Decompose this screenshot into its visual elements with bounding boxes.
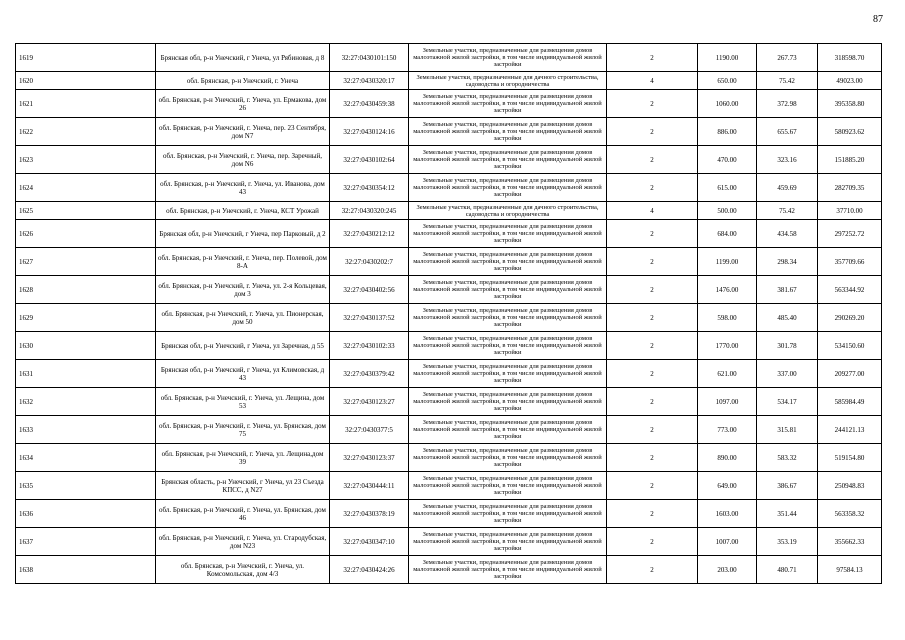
group-cell: 2 <box>607 332 698 360</box>
table-row <box>16 90 882 118</box>
group-cell: 2 <box>607 472 698 500</box>
address-cell: обл. Брянская, р-н Унечский, г. Унеча, пер. Заречный, дом N6 <box>156 146 330 174</box>
table-row <box>16 472 882 500</box>
address-cell: обл. Брянская, р-н Унечский, г. Унеча, ул. Брянская, дом 75 <box>156 416 330 444</box>
page-number: 87 <box>873 14 883 25</box>
cadastral-number-cell: 32:27:0430320:17 <box>330 72 409 90</box>
cadastral-value-cell: 97584.13 <box>818 556 882 584</box>
table-row <box>16 528 882 556</box>
address-cell: Брянская обл, р-н Унечский, г Унеча, ул Заречная, д 55 <box>156 332 330 360</box>
row-number-cell: 1623 <box>16 146 156 174</box>
area-cell: 203.00 <box>698 556 757 584</box>
specific-value-cell: 372.98 <box>757 90 818 118</box>
land-use-cell: Земельные участки, предназначенные для размещения домов малоэтажной жилой застройки, в том числе индивидуальной жилой застройки <box>409 444 607 472</box>
table-row <box>16 220 882 248</box>
land-use-cell: Земельные участки, предназначенные для размещения домов малоэтажной жилой застройки, в том числе индивидуальной жилой застройки <box>409 500 607 528</box>
cadastral-number-cell: 32:27:0430320:245 <box>330 202 409 220</box>
cadastral-value-cell: 151885.20 <box>818 146 882 174</box>
address-cell: обл. Брянская, р-н Унечский, г. Унеча, ул. Стародубская, дом N23 <box>156 528 330 556</box>
address-cell: обл. Брянская, р-н Унечский, г. Унеча, пер. Полевой, дом 8-А <box>156 248 330 276</box>
cadastral-number-cell: 32:27:0430424:26 <box>330 556 409 584</box>
table-body <box>16 44 882 584</box>
land-use-cell: Земельные участки, предназначенные для размещения домов малоэтажной жилой застройки, в том числе индивидуальной жилой застройки <box>409 248 607 276</box>
table-row <box>16 248 882 276</box>
address-cell: обл. Брянская, р-н Унечский, г. Унеча, КСТ Урожай <box>156 202 330 220</box>
land-use-cell: Земельные участки, предназначенные для размещения домов малоэтажной жилой застройки, в том числе индивидуальной жилой застройки <box>409 220 607 248</box>
row-number-cell: 1629 <box>16 304 156 332</box>
row-number-cell: 1624 <box>16 174 156 202</box>
cadastral-number-cell: 32:27:0430202:7 <box>330 248 409 276</box>
cadastral-number-cell: 32:27:0430402:56 <box>330 276 409 304</box>
area-cell: 1476.00 <box>698 276 757 304</box>
cadastral-value-cell: 290269.20 <box>818 304 882 332</box>
cadastral-value-table <box>15 43 882 584</box>
land-use-cell: Земельные участки, предназначенные для размещения домов малоэтажной жилой застройки, в том числе индивидуальной жилой застройки <box>409 556 607 584</box>
area-cell: 470.00 <box>698 146 757 174</box>
cadastral-number-cell: 32:27:0430137:52 <box>330 304 409 332</box>
specific-value-cell: 480.71 <box>757 556 818 584</box>
table-row <box>16 304 882 332</box>
area-cell: 615.00 <box>698 174 757 202</box>
cadastral-value-cell: 318598.70 <box>818 44 882 72</box>
land-use-cell: Земельные участки, предназначенные для размещения домов малоэтажной жилой застройки, в том числе индивидуальной жилой застройки <box>409 118 607 146</box>
area-cell: 1007.00 <box>698 528 757 556</box>
address-cell: обл. Брянская, р-н Унечский, г. Унеча <box>156 72 330 90</box>
land-use-cell: Земельные участки, предназначенные для размещения домов малоэтажной жилой застройки, в том числе индивидуальной жилой застройки <box>409 472 607 500</box>
area-cell: 886.00 <box>698 118 757 146</box>
area-cell: 684.00 <box>698 220 757 248</box>
specific-value-cell: 267.73 <box>757 44 818 72</box>
cadastral-number-cell: 32:27:0430459:38 <box>330 90 409 118</box>
cadastral-number-cell: 32:27:0430123:37 <box>330 444 409 472</box>
cadastral-number-cell: 32:27:0430101:150 <box>330 44 409 72</box>
address-cell: Брянская обл, р-н Унечский, г Унеча, пер Парковый, д 2 <box>156 220 330 248</box>
land-use-cell: Земельные участки, предназначенные для размещения домов малоэтажной жилой застройки, в том числе индивидуальной жилой застройки <box>409 44 607 72</box>
area-cell: 1770.00 <box>698 332 757 360</box>
area-cell: 1199.00 <box>698 248 757 276</box>
row-number-cell: 1631 <box>16 360 156 388</box>
row-number-cell: 1625 <box>16 202 156 220</box>
table-row <box>16 174 882 202</box>
table-row <box>16 276 882 304</box>
cadastral-number-cell: 32:27:0430378:19 <box>330 500 409 528</box>
group-cell: 2 <box>607 118 698 146</box>
group-cell: 2 <box>607 220 698 248</box>
address-cell: обл. Брянская, р-н Унечский, г. Унеча, ул. 2-я Кольцевая, дом 3 <box>156 276 330 304</box>
cadastral-value-cell: 297252.72 <box>818 220 882 248</box>
land-use-cell: Земельные участки, предназначенные для размещения домов малоэтажной жилой застройки, в том числе индивидуальной жилой застройки <box>409 276 607 304</box>
land-use-cell: Земельные участки, предназначенные для размещения домов малоэтажной жилой застройки, в том числе индивидуальной жилой застройки <box>409 90 607 118</box>
group-cell: 2 <box>607 90 698 118</box>
area-cell: 1060.00 <box>698 90 757 118</box>
group-cell: 2 <box>607 388 698 416</box>
table-row <box>16 388 882 416</box>
row-number-cell: 1633 <box>16 416 156 444</box>
specific-value-cell: 337.00 <box>757 360 818 388</box>
specific-value-cell: 323.16 <box>757 146 818 174</box>
land-use-cell: Земельные участки, предназначенные для размещения домов малоэтажной жилой застройки, в том числе индивидуальной жилой застройки <box>409 388 607 416</box>
land-use-cell: Земельные участки, предназначенные для размещения домов малоэтажной жилой застройки, в том числе индивидуальной жилой застройки <box>409 332 607 360</box>
table-row <box>16 360 882 388</box>
specific-value-cell: 75.42 <box>757 72 818 90</box>
land-use-cell: Земельные участки, предназначенные для размещения домов малоэтажной жилой застройки, в том числе индивидуальной жилой застройки <box>409 360 607 388</box>
cadastral-value-cell: 585984.49 <box>818 388 882 416</box>
group-cell: 2 <box>607 360 698 388</box>
group-cell: 2 <box>607 556 698 584</box>
table-row <box>16 72 882 90</box>
cadastral-number-cell: 32:27:0430102:64 <box>330 146 409 174</box>
specific-value-cell: 534.17 <box>757 388 818 416</box>
table-row <box>16 202 882 220</box>
area-cell: 1097.00 <box>698 388 757 416</box>
row-number-cell: 1635 <box>16 472 156 500</box>
specific-value-cell: 386.67 <box>757 472 818 500</box>
address-cell: Брянская область, р-н Унечский, г Унеча, ул 23 Съезда КПСС, д N27 <box>156 472 330 500</box>
cadastral-number-cell: 32:27:0430212:12 <box>330 220 409 248</box>
table-row <box>16 444 882 472</box>
row-number-cell: 1626 <box>16 220 156 248</box>
row-number-cell: 1630 <box>16 332 156 360</box>
group-cell: 2 <box>607 248 698 276</box>
table-row <box>16 556 882 584</box>
cadastral-value-cell: 580923.62 <box>818 118 882 146</box>
area-cell: 773.00 <box>698 416 757 444</box>
area-cell: 621.00 <box>698 360 757 388</box>
cadastral-number-cell: 32:27:0430347:10 <box>330 528 409 556</box>
specific-value-cell: 434.58 <box>757 220 818 248</box>
group-cell: 2 <box>607 304 698 332</box>
cadastral-value-cell: 357709.66 <box>818 248 882 276</box>
address-cell: Брянская обл, р-н Унечский, г Унеча, ул Рябиновая, д 8 <box>156 44 330 72</box>
area-cell: 650.00 <box>698 72 757 90</box>
cadastral-value-cell: 563358.32 <box>818 500 882 528</box>
table-row <box>16 332 882 360</box>
specific-value-cell: 301.78 <box>757 332 818 360</box>
specific-value-cell: 353.19 <box>757 528 818 556</box>
specific-value-cell: 351.44 <box>757 500 818 528</box>
cadastral-number-cell: 32:27:0430102:33 <box>330 332 409 360</box>
specific-value-cell: 75.42 <box>757 202 818 220</box>
row-number-cell: 1628 <box>16 276 156 304</box>
group-cell: 2 <box>607 276 698 304</box>
address-cell: обл. Брянская, р-н Унечский, г. Унеча, ул. Брянская, дом 46 <box>156 500 330 528</box>
group-cell: 2 <box>607 146 698 174</box>
group-cell: 4 <box>607 72 698 90</box>
address-cell: Брянская обл, р-н Унечский, г Унеча, ул Климовская, д 43 <box>156 360 330 388</box>
cadastral-value-cell: 49023.00 <box>818 72 882 90</box>
group-cell: 4 <box>607 202 698 220</box>
area-cell: 1190.00 <box>698 44 757 72</box>
area-cell: 1603.00 <box>698 500 757 528</box>
land-use-cell: Земельные участки, предназначенные для размещения домов малоэтажной жилой застройки, в том числе индивидуальной жилой застройки <box>409 146 607 174</box>
row-number-cell: 1619 <box>16 44 156 72</box>
group-cell: 2 <box>607 500 698 528</box>
row-number-cell: 1636 <box>16 500 156 528</box>
specific-value-cell: 459.69 <box>757 174 818 202</box>
address-cell: обл. Брянская, р-н Унечский, г. Унеча, ул. Ермакова, дом 26 <box>156 90 330 118</box>
row-number-cell: 1620 <box>16 72 156 90</box>
row-number-cell: 1627 <box>16 248 156 276</box>
area-cell: 500.00 <box>698 202 757 220</box>
address-cell: обл. Брянская, р-н Унечский, г. Унеча, ул. Лещина, дом 53 <box>156 388 330 416</box>
cadastral-value-cell: 244121.13 <box>818 416 882 444</box>
specific-value-cell: 315.81 <box>757 416 818 444</box>
row-number-cell: 1638 <box>16 556 156 584</box>
cadastral-value-cell: 534150.60 <box>818 332 882 360</box>
row-number-cell: 1637 <box>16 528 156 556</box>
land-use-cell: Земельные участки, предназначенные для дачного строительства, садоводства и огородничества <box>409 72 607 90</box>
row-number-cell: 1621 <box>16 90 156 118</box>
row-number-cell: 1632 <box>16 388 156 416</box>
address-cell: обл. Брянская, р-н Унечский, г. Унеча, ул. Пионерская, дом 50 <box>156 304 330 332</box>
address-cell: обл. Брянская, р-н Унечский, г. Унеча, ул. Комсомольская, дом 4/3 <box>156 556 330 584</box>
group-cell: 2 <box>607 416 698 444</box>
land-use-cell: Земельные участки, предназначенные для дачного строительства, садоводства и огородничества <box>409 202 607 220</box>
table-row <box>16 118 882 146</box>
group-cell: 2 <box>607 44 698 72</box>
cadastral-number-cell: 32:27:0430444:11 <box>330 472 409 500</box>
cadastral-value-cell: 282709.35 <box>818 174 882 202</box>
table-row <box>16 416 882 444</box>
cadastral-value-cell: 395358.80 <box>818 90 882 118</box>
group-cell: 2 <box>607 444 698 472</box>
land-use-cell: Земельные участки, предназначенные для размещения домов малоэтажной жилой застройки, в том числе индивидуальной жилой застройки <box>409 174 607 202</box>
address-cell: обл. Брянская, р-н Унечский, г. Унеча, ул. Иванова, дом 43 <box>156 174 330 202</box>
cadastral-value-cell: 563344.92 <box>818 276 882 304</box>
group-cell: 2 <box>607 528 698 556</box>
land-use-cell: Земельные участки, предназначенные для размещения домов малоэтажной жилой застройки, в том числе индивидуальной жилой застройки <box>409 304 607 332</box>
table-row <box>16 500 882 528</box>
cadastral-number-cell: 32:27:0430377:5 <box>330 416 409 444</box>
cadastral-value-cell: 250948.83 <box>818 472 882 500</box>
group-cell: 2 <box>607 174 698 202</box>
specific-value-cell: 655.67 <box>757 118 818 146</box>
specific-value-cell: 298.34 <box>757 248 818 276</box>
cadastral-value-cell: 355662.33 <box>818 528 882 556</box>
cadastral-number-cell: 32:27:0430123:27 <box>330 388 409 416</box>
cadastral-number-cell: 32:27:0430124:16 <box>330 118 409 146</box>
table-row <box>16 146 882 174</box>
cadastral-value-cell: 209277.00 <box>818 360 882 388</box>
cadastral-value-cell: 37710.00 <box>818 202 882 220</box>
cadastral-number-cell: 32:27:0430379:42 <box>330 360 409 388</box>
address-cell: обл. Брянская, р-н Унечский, г. Унеча, пер. 23 Сентября, дом N7 <box>156 118 330 146</box>
specific-value-cell: 381.67 <box>757 276 818 304</box>
land-use-cell: Земельные участки, предназначенные для размещения домов малоэтажной жилой застройки, в том числе индивидуальной жилой застройки <box>409 528 607 556</box>
row-number-cell: 1634 <box>16 444 156 472</box>
specific-value-cell: 583.32 <box>757 444 818 472</box>
land-use-cell: Земельные участки, предназначенные для размещения домов малоэтажной жилой застройки, в том числе индивидуальной жилой застройки <box>409 416 607 444</box>
area-cell: 598.00 <box>698 304 757 332</box>
cadastral-value-cell: 519154.80 <box>818 444 882 472</box>
row-number-cell: 1622 <box>16 118 156 146</box>
area-cell: 890.00 <box>698 444 757 472</box>
specific-value-cell: 485.40 <box>757 304 818 332</box>
cadastral-number-cell: 32:27:0430354:12 <box>330 174 409 202</box>
address-cell: обл. Брянская, р-н Унечский, г. Унеча, ул. Лещина,дом 39 <box>156 444 330 472</box>
area-cell: 649.00 <box>698 472 757 500</box>
table-row <box>16 44 882 72</box>
